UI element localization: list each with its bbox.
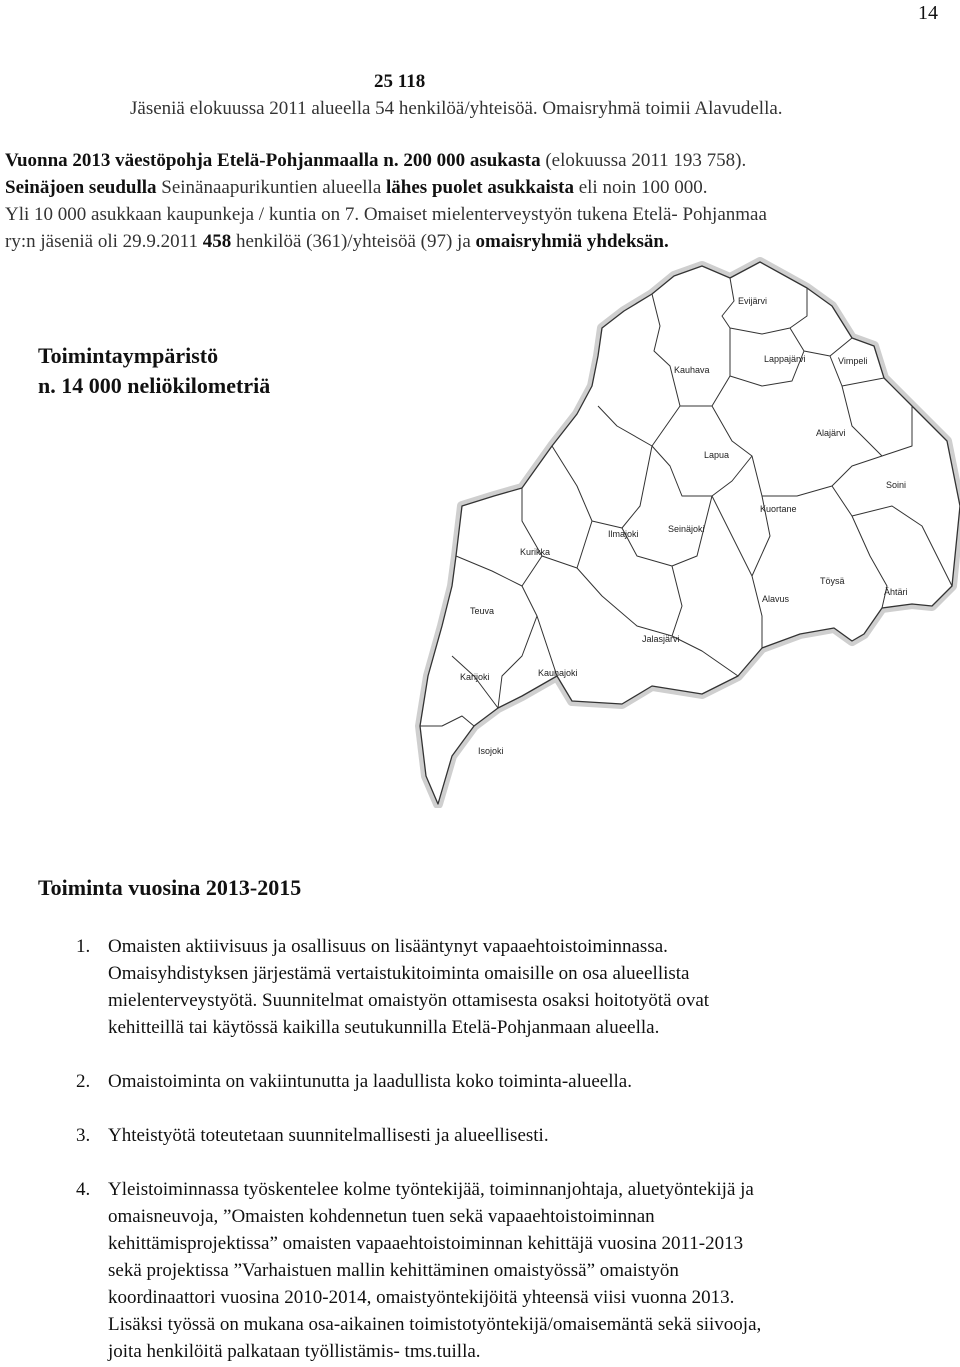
members-info: Jäseniä elokuussa 2011 alueella 54 henkilöä/yhteisöä. Omaisryhmä toimii Alavudella.	[130, 98, 783, 119]
map-label-alajarvi: Alajärvi	[816, 428, 846, 438]
region-map-svg	[412, 256, 960, 808]
map-label-seinajoki: Seinäjoki	[668, 524, 705, 534]
seinajoki-line	[5, 174, 708, 201]
population-bold: Vuonna 2013 väestöpohja Etelä-Pohjanmaalla n. 200 000 asukasta	[5, 150, 541, 171]
map-label-soini: Soini	[886, 480, 907, 490]
area-subtitle: n. 14 000 neliökilometriä	[38, 373, 271, 398]
association-groups: omaisryhmiä yhdeksän.	[475, 231, 669, 252]
map-label-kuortane: Kuortane	[760, 504, 797, 514]
list-item-line: mielenterveystyötä. Suunnitelmat omaistyön ottamisesta osaksi hoitotyötä ovat	[108, 990, 710, 1011]
list-item-line: joita henkilöitä palkataan työllistämis- tms.tuilla.	[108, 1341, 481, 1362]
association-c: henkilöä (361)/yhteisöä (97) ja	[231, 231, 476, 252]
list-item-line: Omaisten aktiivisuus ja osallisuus on lisääntynyt vapaaehtoistoiminnassa.	[108, 936, 668, 957]
list-item-1	[76, 933, 946, 1043]
list-item-text	[108, 933, 709, 1041]
cities-line: Yli 10 000 asukkaan kaupunkeja / kuntia on 7. Omaiset mielenterveystyön tukena Etelä- Pohjanmaa	[5, 204, 767, 225]
list-item-line: omaisneuvoja, ”Omaisten kohdennetun tuen sekä vapaaehtoistoiminnan	[108, 1206, 655, 1227]
map-label-karijoki: Karijoki	[460, 672, 490, 682]
page-number: 14	[918, 2, 938, 24]
seinajoki-bold-1: Seinäjoen seudulla	[5, 177, 157, 198]
seinajoki-bold-2: lähes puolet asukkaista	[386, 177, 574, 198]
list-item-text	[108, 1176, 761, 1365]
map-label-kauhava: Kauhava	[674, 365, 710, 375]
list-item-line: kehittämisprojektissa” omaisten vapaaehtoistoiminnan kehittäjä vuosina 2011-2013	[108, 1233, 744, 1254]
map-label-lapua: Lapua	[704, 450, 730, 460]
population-line	[5, 147, 746, 174]
seinajoki-rest: eli noin 100 000.	[573, 177, 708, 198]
map-label-lappajarvi: Lappajärvi	[764, 354, 806, 364]
map-label-evijarvi: Evijärvi	[738, 296, 768, 306]
map-label-ahtari: Ähtäri	[884, 587, 908, 597]
list-item-text: Yhteistyötä toteutetaan suunnitelmallisesti ja alueellisesti.	[108, 1125, 549, 1146]
map-label-isojoki: Isojoki	[478, 746, 504, 756]
list-item-line: Omaisyhdistyksen järjestämä vertaistukitoiminta omaisille on osa alueellista	[108, 963, 690, 984]
list-item-line: koordinaattori vuosina 2010-2014, omaistyöntekijöitä yhteensä viisi vuonna 2013.	[108, 1287, 735, 1308]
activities-title: Toiminta vuosina 2013-2015	[38, 875, 302, 900]
map-label-kauhajoki: Kauhajoki	[538, 668, 578, 678]
map-label-teuva: Teuva	[470, 606, 495, 616]
area-title: Toimintaympäristö	[38, 343, 219, 368]
map-label-ilmajoki: Ilmajoki	[608, 529, 639, 539]
map-label-vimpeli: Vimpeli	[838, 356, 868, 366]
association-line	[5, 228, 669, 255]
association-a: ry:n jäseniä oli 29.9.2011	[5, 231, 203, 252]
region-map	[412, 256, 960, 808]
list-item-number: 2.	[76, 1071, 91, 1092]
map-label-jalasjarvi: Jalasjärvi	[642, 634, 680, 644]
list-item-4	[76, 1176, 946, 1366]
list-item-number: 4.	[76, 1179, 91, 1200]
map-label-alavus: Alavus	[762, 594, 790, 604]
population-rest: (elokuussa 2011 193 758).	[540, 150, 747, 171]
list-item-text: Omaistoiminta on vakiintunutta ja laadullista koko toiminta-alueella.	[108, 1071, 632, 1092]
list-item-line: kehitteillä tai käytössä kaikilla seutukunnilla Etelä-Pohjanmaan alueella.	[108, 1017, 660, 1038]
map-label-toysa: Töysä	[820, 576, 845, 586]
list-item-line: Lisäksi työssä on mukana osa-aikainen toimistotyöntekijä/omaisemäntä sekä siivooja,	[108, 1314, 762, 1335]
member-count: 25 118	[374, 71, 426, 92]
list-item-number: 1.	[76, 936, 91, 957]
map-label-kurikka: Kurikka	[520, 547, 551, 557]
association-count: 458	[202, 231, 232, 252]
list-item-line: sekä projektissa ”Varhaistuen mallin kehittäminen omaistyössä” omaistyön	[108, 1260, 679, 1281]
seinajoki-mid: Seinänaapurikuntien alueella	[156, 177, 387, 198]
list-item-line: Yleistoiminnassa työskentelee kolme työntekijää, toiminnanjohtaja, aluetyöntekijä ja	[108, 1179, 754, 1200]
list-item-number: 3.	[76, 1125, 91, 1146]
